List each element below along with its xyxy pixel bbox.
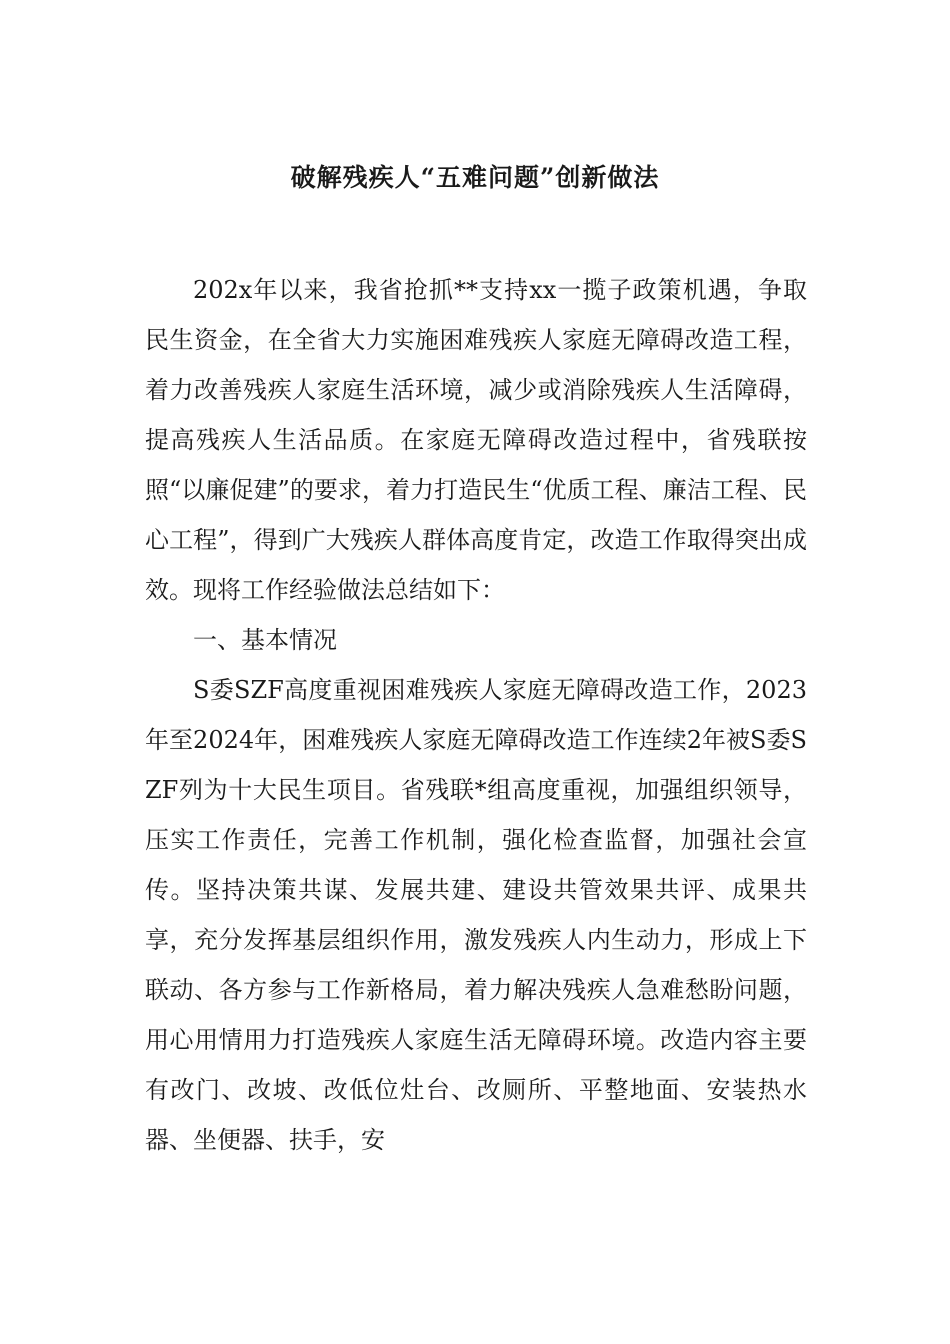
document-body: [145, 265, 807, 1165]
intro-paragraph: 202x年以来，我省抢抓**支持xx一揽子政策机遇，争取民生资金，在全省大力实施困难残疾人家庭无障碍改造工程，着力改善残疾人家庭生活环境，减少或消除残疾人生活障碍，提高残疾人生活品质。在家庭无障碍改造过程中，省残联按照“以廉促建”的要求，着力打造民生“优质工程、廉洁工程、民心工程”，得到广大残疾人群体高度肯定，改造工作取得突出成效。现将工作经验做法总结如下：: [145, 276, 807, 604]
document-title: 破解残疾人“五难问题”创新做法: [290, 163, 660, 192]
section-heading: 一、基本情况: [193, 626, 337, 654]
basic-situation-paragraph: S委SZF高度重视困难残疾人家庭无障碍改造工作，2023年至2024年，困难残疾人家庭无障碍改造工作连续2年被S委SZF列为十大民生项目。省残联*组高度重视，加强组织领导，压实工作责任，完善工作机制，强化检查监督，加强社会宣传。坚持决策共谋、发展共建、建设共管效果共评、成果共享，充分发挥基层组织作用，激发残疾人内生动力，形成上下联动、各方参与工作新格局，着力解决残疾人急难愁盼问题，用心用情用力打造残疾人家庭生活无障碍环境。改造内容主要有改门、改坡、改低位灶台、改厕所、平整地面、安装热水器、坐便器、扶手，安: [145, 676, 807, 1154]
